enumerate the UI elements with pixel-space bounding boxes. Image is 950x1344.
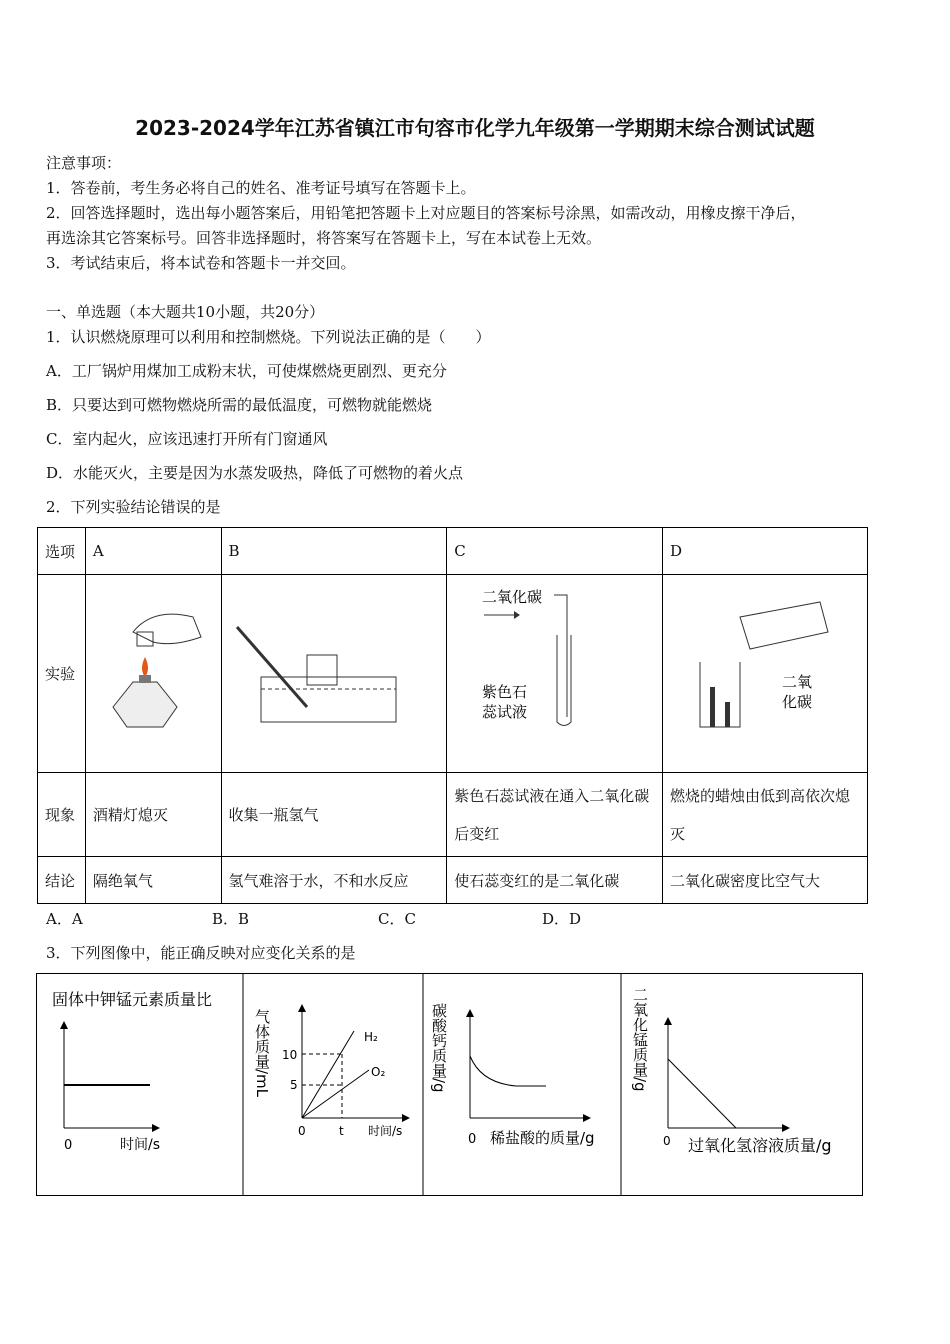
svg-text:二氧: 二氧 xyxy=(781,672,812,691)
svg-text:t: t xyxy=(339,1124,344,1138)
svg-text:0: 0 xyxy=(468,1132,477,1147)
svg-text:0: 0 xyxy=(663,1134,671,1148)
header-cell: C xyxy=(447,528,663,575)
svg-text:时间/s: 时间/s xyxy=(120,1137,161,1153)
svg-text:蕊试液: 蕊试液 xyxy=(482,702,528,721)
q2-answer-b: B．B xyxy=(212,910,250,928)
co2-candles-icon xyxy=(670,577,860,767)
svg-text:化碳: 化碳 xyxy=(781,692,812,711)
svg-text:0: 0 xyxy=(64,1138,73,1153)
q2-answer-d: D．D xyxy=(542,910,582,928)
row-label: 实验 xyxy=(38,575,86,773)
gas-collection-icon xyxy=(229,577,439,767)
q2-answer-c: C．C xyxy=(378,910,416,928)
notice-item: 2．回答选择题时，选出每小题答案后，用铅笔把答题卡上对应题目的答案标号涂黑，如需改动，用橡皮擦干净后， xyxy=(46,204,806,222)
header-cell: B xyxy=(221,528,447,575)
co2-into-litmus-icon xyxy=(454,577,654,767)
graph-a xyxy=(52,990,212,1153)
notice-item: 3．考试结束后，将本试卷和答题卡一并交回。 xyxy=(46,254,356,272)
graph-d xyxy=(631,987,832,1155)
q1-option-d: D．水能灭火，主要是因为水蒸发吸热，降低了可燃物的着火点 xyxy=(46,464,464,482)
notice-item: 1．答卷前，考生务必将自己的姓名、准考证号填写在答题卡上。 xyxy=(46,179,476,197)
svg-text:时间/s: 时间/s xyxy=(368,1124,403,1138)
svg-text:过氧化氢溶液质量/g: 过氧化氢溶液质量/g xyxy=(688,1136,832,1155)
question-1-stem: 1．认识燃烧原理可以利用和控制燃烧。下列说法正确的是（ ） xyxy=(46,328,491,346)
svg-text:二氧化锰质量/g: 二氧化锰质量/g xyxy=(631,987,649,1092)
experiment-c-image xyxy=(447,575,663,773)
graph-c xyxy=(430,1003,595,1147)
notice-item: 再选涂其它答案标号。回答非选择题时，将答案写在答题卡上，写在本试卷上无效。 xyxy=(46,229,602,247)
notice-heading: 注意事项： xyxy=(46,154,122,172)
q3-graphs xyxy=(36,973,864,1197)
svg-text:H₂: H₂ xyxy=(364,1030,378,1044)
question-3-stem: 3．下列图像中，能正确反映对应变化关系的是 xyxy=(46,944,356,962)
svg-text:5: 5 xyxy=(290,1078,298,1092)
phenomenon-b: 收集一瓶氢气 xyxy=(221,773,447,857)
q1-option-a: A．工厂锅炉用煤加工成粉末状，可使煤燃烧更剧烈、更充分 xyxy=(46,362,447,380)
svg-text:O₂: O₂ xyxy=(371,1065,386,1079)
header-cell: 选项 xyxy=(38,528,86,575)
svg-text:固体中钾锰元素质量比: 固体中钾锰元素质量比 xyxy=(52,990,213,1009)
svg-text:气体质量/mL: 气体质量/mL xyxy=(253,1009,271,1098)
section-heading: 一、单选题（本大题共10小题，共20分） xyxy=(46,303,325,321)
row-label: 现象 xyxy=(38,773,86,857)
phenomenon-a: 酒精灯熄灭 xyxy=(85,773,221,857)
graph-b xyxy=(253,1006,408,1138)
q1-option-c: C．室内起火，应该迅速打开所有门窗通风 xyxy=(46,430,328,448)
question-2-stem: 2．下列实验结论错误的是 xyxy=(46,498,221,516)
row-label: 结论 xyxy=(38,857,86,904)
phenomenon-c: 紫色石蕊试液在通入二氧化碳后变红 xyxy=(447,773,663,857)
svg-text:10: 10 xyxy=(282,1048,298,1062)
conclusion-c: 使石蕊变红的是二氧化碳 xyxy=(447,857,663,904)
conclusion-a: 隔绝氧气 xyxy=(85,857,221,904)
experiment-b-image xyxy=(221,575,447,773)
alcohol-lamp-icon xyxy=(93,577,213,767)
q2-answer-a: A．A xyxy=(46,910,83,928)
conclusion-d: 二氧化碳密度比空气大 xyxy=(662,857,867,904)
svg-text:碳酸钙质量/g: 碳酸钙质量/g xyxy=(430,1003,448,1093)
svg-text:0: 0 xyxy=(298,1124,306,1138)
conclusion-b: 氢气难溶于水，不和水反应 xyxy=(221,857,447,904)
svg-text:稀盐酸的质量/g: 稀盐酸的质量/g xyxy=(490,1129,595,1147)
header-cell: D xyxy=(662,528,867,575)
svg-text:紫色石: 紫色石 xyxy=(482,682,528,701)
q1-option-b: B．只要达到可燃物燃烧所需的最低温度，可燃物就能燃烧 xyxy=(46,396,433,414)
header-cell: A xyxy=(85,528,221,575)
experiment-d-image xyxy=(662,575,867,773)
phenomenon-d: 燃烧的蜡烛由低到高依次熄灭 xyxy=(662,773,867,857)
c-gas-label: 二氧化碳 xyxy=(482,587,543,606)
q2-table xyxy=(37,527,868,904)
page-title: 2023-2024学年江苏省镇江市句容市化学九年级第一学期期末综合测试试题 xyxy=(135,116,815,140)
experiment-a-image xyxy=(85,575,221,773)
